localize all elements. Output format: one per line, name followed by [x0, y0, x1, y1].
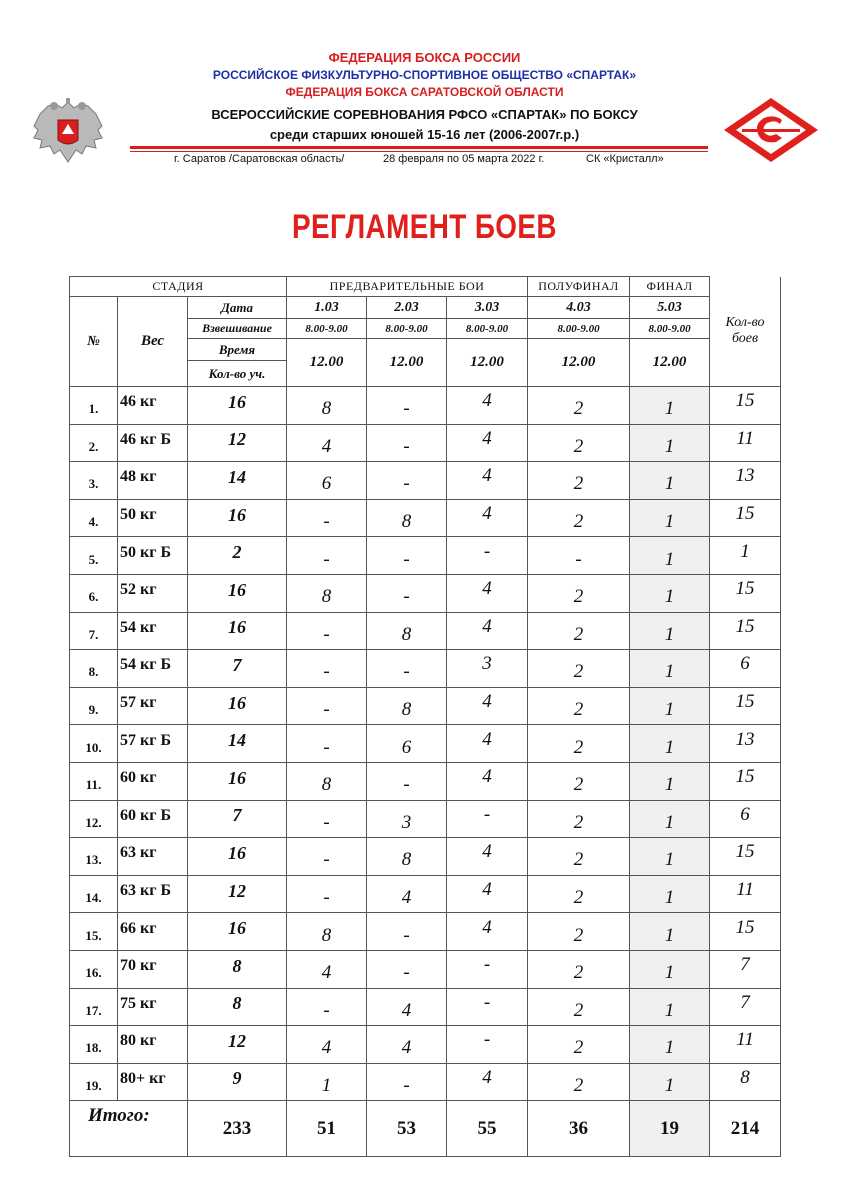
fights-day-1: -	[287, 612, 367, 650]
fights-label-1: Кол-во	[725, 315, 765, 331]
fights-day-1: -	[287, 725, 367, 763]
fights-day-1: -	[287, 838, 367, 876]
society-title: РОССИЙСКОЕ ФИЗКУЛЬТУРНО-СПОРТИВНОЕ ОБЩЕСТВО «СПАРТАК»	[212, 68, 637, 82]
federation-title: ФЕДЕРАЦИЯ БОКСА РОССИИ	[328, 50, 521, 65]
table-row	[70, 875, 781, 913]
table-row	[70, 650, 781, 688]
participants-count: 16	[188, 499, 287, 537]
weigh-cell: 8.00-9.00	[528, 319, 630, 339]
fights-day-4: 2	[528, 913, 630, 951]
fights-day-1: -	[287, 537, 367, 575]
row-number: 18.	[70, 1026, 118, 1064]
total-fights: 15	[710, 574, 781, 612]
final-label: ФИНАЛ	[630, 277, 710, 297]
row-number: 7.	[70, 612, 118, 650]
row-number: 2.	[70, 424, 118, 462]
weigh-cell: 8.00-9.00	[447, 319, 528, 339]
number-header: №	[70, 297, 118, 387]
weight-class: 80+ кг	[118, 1063, 188, 1101]
spartak-diamond-emblem-icon	[722, 96, 820, 164]
total-fights: 8	[710, 1063, 781, 1101]
table-row	[70, 800, 781, 838]
row-number: 1.	[70, 387, 118, 425]
total-fights: 6	[710, 650, 781, 688]
weight-class: 50 кг	[118, 499, 188, 537]
fights-day-5: 1	[630, 650, 710, 688]
competition-title: ВСЕРОССИЙСКИЕ СОРЕВНОВАНИЯ РФСО «СПАРТАК» ПО БОКСУ	[211, 107, 638, 122]
row-number: 19.	[70, 1063, 118, 1101]
fights-day-1: -	[287, 875, 367, 913]
fights-day-3: -	[447, 1026, 528, 1064]
weight-class: 46 кг	[118, 387, 188, 425]
fights-count-header	[710, 277, 781, 387]
fights-day-2: -	[367, 574, 447, 612]
participants-count: 16	[188, 913, 287, 951]
table-row	[70, 762, 781, 800]
weigh-label: Взвешивание	[188, 319, 287, 339]
participants-count: 12	[188, 1026, 287, 1064]
participants-count: 9	[188, 1063, 287, 1101]
fights-day-2: -	[367, 762, 447, 800]
time-cell: 12.00	[287, 339, 367, 387]
semi-label: ПОЛУФИНАЛ	[528, 277, 630, 297]
total-fights: 11	[710, 875, 781, 913]
weight-class: 66 кг	[118, 913, 188, 951]
fights-day-2: -	[367, 387, 447, 425]
fights-day-4: 2	[528, 1026, 630, 1064]
fights-day-1: -	[287, 988, 367, 1026]
weight-class: 75 кг	[118, 988, 188, 1026]
fights-day-1: 4	[287, 950, 367, 988]
stage-header-row	[70, 277, 781, 297]
total-fights: 11	[710, 1026, 781, 1064]
fights-day-2: 4	[367, 875, 447, 913]
total-day-5: 19	[630, 1101, 710, 1157]
row-number: 14.	[70, 875, 118, 913]
event-location: г. Саратов /Саратовская область/	[174, 153, 345, 165]
weight-class: 46 кг Б	[118, 424, 188, 462]
fights-day-5: 1	[630, 913, 710, 951]
participants-count: 14	[188, 462, 287, 500]
date-row	[70, 297, 781, 319]
weight-class: 52 кг	[118, 574, 188, 612]
row-number: 12.	[70, 800, 118, 838]
weight-class: 80 кг	[118, 1026, 188, 1064]
weight-class: 60 кг Б	[118, 800, 188, 838]
table-row	[70, 612, 781, 650]
table-row	[70, 687, 781, 725]
fights-day-4: 2	[528, 950, 630, 988]
fights-day-3: 3	[447, 650, 528, 688]
fights-day-3: 4	[447, 875, 528, 913]
time-cell: 12.00	[528, 339, 630, 387]
fights-day-2: 8	[367, 687, 447, 725]
participants-count: 12	[188, 875, 287, 913]
fights-day-4: 2	[528, 499, 630, 537]
fights-day-1: 6	[287, 462, 367, 500]
fights-day-5: 1	[630, 838, 710, 876]
fights-day-1: -	[287, 499, 367, 537]
table-row	[70, 424, 781, 462]
fights-day-2: -	[367, 950, 447, 988]
total-day-3: 55	[447, 1101, 528, 1157]
table-row	[70, 499, 781, 537]
fights-day-5: 1	[630, 950, 710, 988]
total-fights: 13	[710, 462, 781, 500]
participants-count: 16	[188, 574, 287, 612]
row-number: 17.	[70, 988, 118, 1026]
fights-day-5: 1	[630, 1063, 710, 1101]
fights-day-2: -	[367, 913, 447, 951]
total-day-2: 53	[367, 1101, 447, 1157]
weight-class: 57 кг Б	[118, 725, 188, 763]
totals-label: Итого:	[70, 1101, 188, 1157]
fights-day-1: 8	[287, 574, 367, 612]
participants-count: 7	[188, 650, 287, 688]
fights-label-2: боев	[731, 331, 759, 347]
table-row	[70, 1026, 781, 1064]
fights-day-4: 2	[528, 612, 630, 650]
fights-day-2: 8	[367, 499, 447, 537]
date-cell: 4.03	[528, 297, 630, 319]
fights-day-2: -	[367, 1063, 447, 1101]
table-row	[70, 537, 781, 575]
table-row	[70, 988, 781, 1026]
fights-day-4: 2	[528, 574, 630, 612]
fights-day-3: 4	[447, 725, 528, 763]
total-fights: 15	[710, 687, 781, 725]
fights-day-5: 1	[630, 424, 710, 462]
participants-count: 16	[188, 762, 287, 800]
total-fights: 7	[710, 950, 781, 988]
total-fights: 15	[710, 499, 781, 537]
fights-day-3: 4	[447, 387, 528, 425]
fights-day-5: 1	[630, 612, 710, 650]
grand-total: 214	[710, 1101, 781, 1157]
fight-schedule-table	[69, 276, 781, 1157]
fights-day-3: 4	[447, 499, 528, 537]
fights-day-4: 2	[528, 424, 630, 462]
row-number: 9.	[70, 687, 118, 725]
fights-day-1: 4	[287, 1026, 367, 1064]
participants-count: 16	[188, 687, 287, 725]
fights-day-5: 1	[630, 462, 710, 500]
table-row	[70, 1063, 781, 1101]
fights-day-2: -	[367, 650, 447, 688]
fights-day-4: 2	[528, 1063, 630, 1101]
fights-day-4: 2	[528, 988, 630, 1026]
weigh-cell: 8.00-9.00	[287, 319, 367, 339]
total-day-1: 51	[287, 1101, 367, 1157]
table-row	[70, 574, 781, 612]
table-row	[70, 950, 781, 988]
date-label: Дата	[188, 297, 287, 319]
fights-day-3: 4	[447, 462, 528, 500]
date-cell: 2.03	[367, 297, 447, 319]
total-day-4: 36	[528, 1101, 630, 1157]
fights-day-1: 1	[287, 1063, 367, 1101]
fights-day-3: -	[447, 950, 528, 988]
row-number: 10.	[70, 725, 118, 763]
header-rule	[130, 146, 708, 149]
fights-day-2: 6	[367, 725, 447, 763]
fights-day-5: 1	[630, 387, 710, 425]
total-fights: 15	[710, 838, 781, 876]
fights-day-5: 1	[630, 725, 710, 763]
time-label: Время	[188, 339, 287, 361]
fights-day-3: 4	[447, 612, 528, 650]
fights-day-3: -	[447, 537, 528, 575]
row-number: 13.	[70, 838, 118, 876]
fights-day-2: 3	[367, 800, 447, 838]
row-number: 8.	[70, 650, 118, 688]
totals-row	[70, 1101, 781, 1157]
fights-day-2: -	[367, 424, 447, 462]
weight-class: 48 кг	[118, 462, 188, 500]
fights-day-1: 4	[287, 424, 367, 462]
fights-day-3: -	[447, 988, 528, 1026]
fights-day-1: 8	[287, 387, 367, 425]
date-cell: 1.03	[287, 297, 367, 319]
fights-day-4: -	[528, 537, 630, 575]
fights-day-5: 1	[630, 687, 710, 725]
row-number: 15.	[70, 913, 118, 951]
table-row	[70, 838, 781, 876]
fights-day-1: 8	[287, 913, 367, 951]
fights-day-3: -	[447, 800, 528, 838]
total-fights: 15	[710, 913, 781, 951]
fights-day-2: -	[367, 462, 447, 500]
fights-day-5: 1	[630, 988, 710, 1026]
fights-day-3: 4	[447, 838, 528, 876]
fights-day-1: -	[287, 687, 367, 725]
participants-count: 16	[188, 838, 287, 876]
weigh-cell: 8.00-9.00	[367, 319, 447, 339]
participants-count: 14	[188, 725, 287, 763]
total-fights: 15	[710, 387, 781, 425]
time-cell: 12.00	[630, 339, 710, 387]
table-row	[70, 462, 781, 500]
regional-federation-title: ФЕДЕРАЦИЯ БОКСА САРАТОВСКОЙ ОБЛАСТИ	[285, 85, 564, 99]
participants-count: 16	[188, 387, 287, 425]
fights-day-4: 2	[528, 838, 630, 876]
table-row	[70, 387, 781, 425]
participants-count: 8	[188, 988, 287, 1026]
total-fights: 15	[710, 762, 781, 800]
fights-day-1: -	[287, 800, 367, 838]
fights-day-4: 2	[528, 687, 630, 725]
weight-class: 63 кг Б	[118, 875, 188, 913]
fights-day-3: 4	[447, 687, 528, 725]
row-number: 16.	[70, 950, 118, 988]
fights-day-5: 1	[630, 499, 710, 537]
row-number: 3.	[70, 462, 118, 500]
event-venue: СК «Кристалл»	[586, 153, 664, 165]
total-participants: 233	[188, 1101, 287, 1157]
fights-day-3: 4	[447, 913, 528, 951]
total-fights: 7	[710, 988, 781, 1026]
participants-count: 2	[188, 537, 287, 575]
fights-day-2: 4	[367, 988, 447, 1026]
prelim-label: ПРЕДВАРИТЕЛЬНЫЕ БОИ	[287, 277, 528, 297]
count-label: Кол-во уч.	[188, 361, 287, 387]
competition-subtitle: среди старших юношей 15-16 лет (2006-2007г.р.)	[269, 127, 580, 142]
table-row	[70, 913, 781, 951]
participants-count: 12	[188, 424, 287, 462]
time-cell: 12.00	[447, 339, 528, 387]
weight-header: Вес	[118, 297, 188, 387]
fights-day-4: 2	[528, 875, 630, 913]
weight-class: 54 кг Б	[118, 650, 188, 688]
fights-day-1: 8	[287, 762, 367, 800]
row-number: 4.	[70, 499, 118, 537]
weigh-cell: 8.00-9.00	[630, 319, 710, 339]
fights-day-5: 1	[630, 1026, 710, 1064]
fights-day-5: 1	[630, 800, 710, 838]
fights-day-4: 2	[528, 762, 630, 800]
total-fights: 1	[710, 537, 781, 575]
weight-class: 60 кг	[118, 762, 188, 800]
date-cell: 5.03	[630, 297, 710, 319]
fights-day-2: 4	[367, 1026, 447, 1064]
fights-day-3: 4	[447, 762, 528, 800]
fights-day-3: 4	[447, 574, 528, 612]
participants-count: 7	[188, 800, 287, 838]
row-number: 6.	[70, 574, 118, 612]
total-fights: 6	[710, 800, 781, 838]
event-dates: 28 февраля по 05 марта 2022 г.	[383, 153, 545, 165]
weight-class: 50 кг Б	[118, 537, 188, 575]
fights-day-5: 1	[630, 574, 710, 612]
total-fights: 11	[710, 424, 781, 462]
fights-day-4: 2	[528, 725, 630, 763]
total-fights: 13	[710, 725, 781, 763]
time-cell: 12.00	[367, 339, 447, 387]
table-row	[70, 725, 781, 763]
fights-day-2: 8	[367, 612, 447, 650]
fights-day-2: 8	[367, 838, 447, 876]
weight-class: 63 кг	[118, 838, 188, 876]
total-fights: 15	[710, 612, 781, 650]
participants-count: 16	[188, 612, 287, 650]
fights-day-2: -	[367, 537, 447, 575]
fights-day-5: 1	[630, 875, 710, 913]
fights-day-4: 2	[528, 650, 630, 688]
date-cell: 3.03	[447, 297, 528, 319]
weight-class: 70 кг	[118, 950, 188, 988]
fights-day-4: 2	[528, 462, 630, 500]
header-rule-thin	[130, 151, 708, 152]
fights-day-5: 1	[630, 762, 710, 800]
page-title: РЕГЛАМЕНТ БОЕВ	[292, 208, 557, 246]
fights-day-4: 2	[528, 387, 630, 425]
fights-day-1: -	[287, 650, 367, 688]
fights-day-3: 4	[447, 1063, 528, 1101]
weight-class: 54 кг	[118, 612, 188, 650]
participants-count: 8	[188, 950, 287, 988]
row-number: 11.	[70, 762, 118, 800]
fights-day-5: 1	[630, 537, 710, 575]
fights-day-4: 2	[528, 800, 630, 838]
row-number: 5.	[70, 537, 118, 575]
fights-day-3: 4	[447, 424, 528, 462]
double-headed-eagle-emblem-icon	[30, 92, 106, 168]
stage-label: СТАДИЯ	[70, 277, 287, 297]
weight-class: 57 кг	[118, 687, 188, 725]
